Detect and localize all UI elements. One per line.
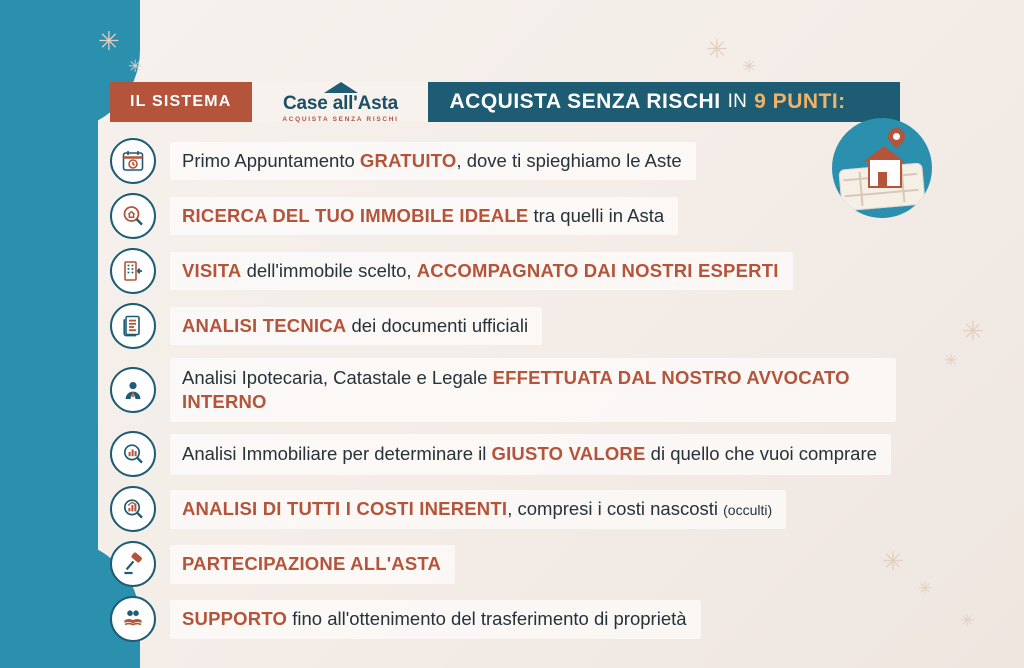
list-item-text bbox=[170, 545, 455, 584]
header-bar bbox=[110, 82, 900, 122]
list-item[interactable] bbox=[110, 193, 940, 239]
list-item-text bbox=[170, 197, 678, 236]
list-item[interactable] bbox=[110, 431, 940, 477]
text-part: , compresi i costi nascosti bbox=[507, 498, 724, 519]
costs-magnifier-icon bbox=[110, 486, 156, 532]
list-item[interactable] bbox=[110, 541, 940, 587]
sparkle-icon: ✳ bbox=[944, 351, 959, 370]
building-visit-icon bbox=[110, 248, 156, 294]
calendar-clock-icon bbox=[110, 138, 156, 184]
list-item-text bbox=[170, 490, 786, 529]
sparkle-icon: ✳ bbox=[882, 546, 904, 576]
list-item[interactable] bbox=[110, 138, 940, 184]
list-item-text bbox=[170, 600, 701, 639]
text-part: tra quelli in Asta bbox=[528, 204, 665, 226]
list-item-text bbox=[170, 142, 696, 181]
steps-list bbox=[110, 138, 940, 651]
text-small: (occulti) bbox=[723, 502, 773, 518]
text-highlight: GIUSTO VALORE bbox=[491, 443, 646, 464]
header-title-number: 9 PUNTI: bbox=[754, 90, 846, 113]
brand-name: Case all'Asta bbox=[283, 92, 398, 114]
brand-logo bbox=[252, 82, 428, 122]
header-title bbox=[428, 82, 901, 122]
list-item-text bbox=[170, 252, 793, 291]
text-highlight: GRATUITO bbox=[359, 149, 457, 171]
header-title-light: IN bbox=[727, 91, 748, 112]
list-item-text bbox=[170, 358, 896, 422]
brand-tagline: ACQUISTA SENZA RISCHI bbox=[282, 115, 399, 123]
lawyer-icon bbox=[110, 367, 156, 413]
list-item-text bbox=[170, 434, 891, 475]
list-item[interactable] bbox=[110, 596, 940, 642]
sparkle-icon: ✳ bbox=[706, 34, 728, 64]
header-title-strong: ACQUISTA SENZA RISCHI bbox=[449, 90, 721, 113]
sparkle-icon: ✳ bbox=[128, 57, 143, 76]
sparkle-icon: ✳ bbox=[742, 57, 757, 76]
sparkle-icon: ✳ bbox=[918, 579, 933, 598]
text-highlight: PARTECIPAZIONE ALL'ASTA bbox=[182, 553, 442, 574]
list-item[interactable] bbox=[110, 358, 940, 422]
system-tag: IL SISTEMA bbox=[110, 82, 252, 122]
text-part: dell'immobile scelto, bbox=[241, 259, 417, 281]
list-item-text bbox=[170, 307, 542, 346]
list-item[interactable] bbox=[110, 248, 940, 294]
list-item[interactable] bbox=[110, 303, 940, 349]
text-part: Analisi Ipotecaria, Catastale e Legale bbox=[182, 367, 493, 388]
document-analysis-icon bbox=[110, 303, 156, 349]
text-highlight: ANALISI TECNICA bbox=[182, 314, 347, 336]
sparkle-icon: ✳ bbox=[960, 611, 975, 630]
gavel-icon bbox=[110, 541, 156, 587]
house-roof-icon bbox=[324, 82, 358, 93]
text-part: di quello che vuoi comprare bbox=[645, 443, 877, 464]
text-part: dei documenti ufficiali bbox=[346, 314, 529, 336]
text-highlight: VISITA bbox=[182, 259, 242, 281]
text-highlight: ACCOMPAGNATO DAI NOSTRI ESPERTI bbox=[416, 259, 779, 281]
sparkle-icon: ✳ bbox=[962, 316, 984, 346]
text-part: , dove ti spieghiamo le Aste bbox=[456, 149, 682, 171]
list-item[interactable] bbox=[110, 486, 940, 532]
text-part: fino all'ottenimento del trasferimento di proprietà bbox=[287, 608, 687, 629]
text-highlight: RICERCA DEL TUO IMMOBILE IDEALE bbox=[182, 204, 529, 226]
text-part: Analisi Immobiliare per determinare il bbox=[182, 443, 492, 464]
magnifier-home-icon bbox=[110, 193, 156, 239]
text-highlight: SUPPORTO bbox=[182, 608, 288, 629]
text-highlight: EFFETTUATA DAL NOSTRO AVVOCATO INTERNO bbox=[182, 367, 850, 412]
text-highlight: ANALISI DI TUTTI I COSTI INERENTI bbox=[182, 498, 508, 519]
chart-magnifier-icon bbox=[110, 431, 156, 477]
text-part: Primo Appuntamento bbox=[182, 149, 360, 171]
sparkle-icon: ✳ bbox=[98, 26, 120, 56]
support-hands-icon bbox=[110, 596, 156, 642]
